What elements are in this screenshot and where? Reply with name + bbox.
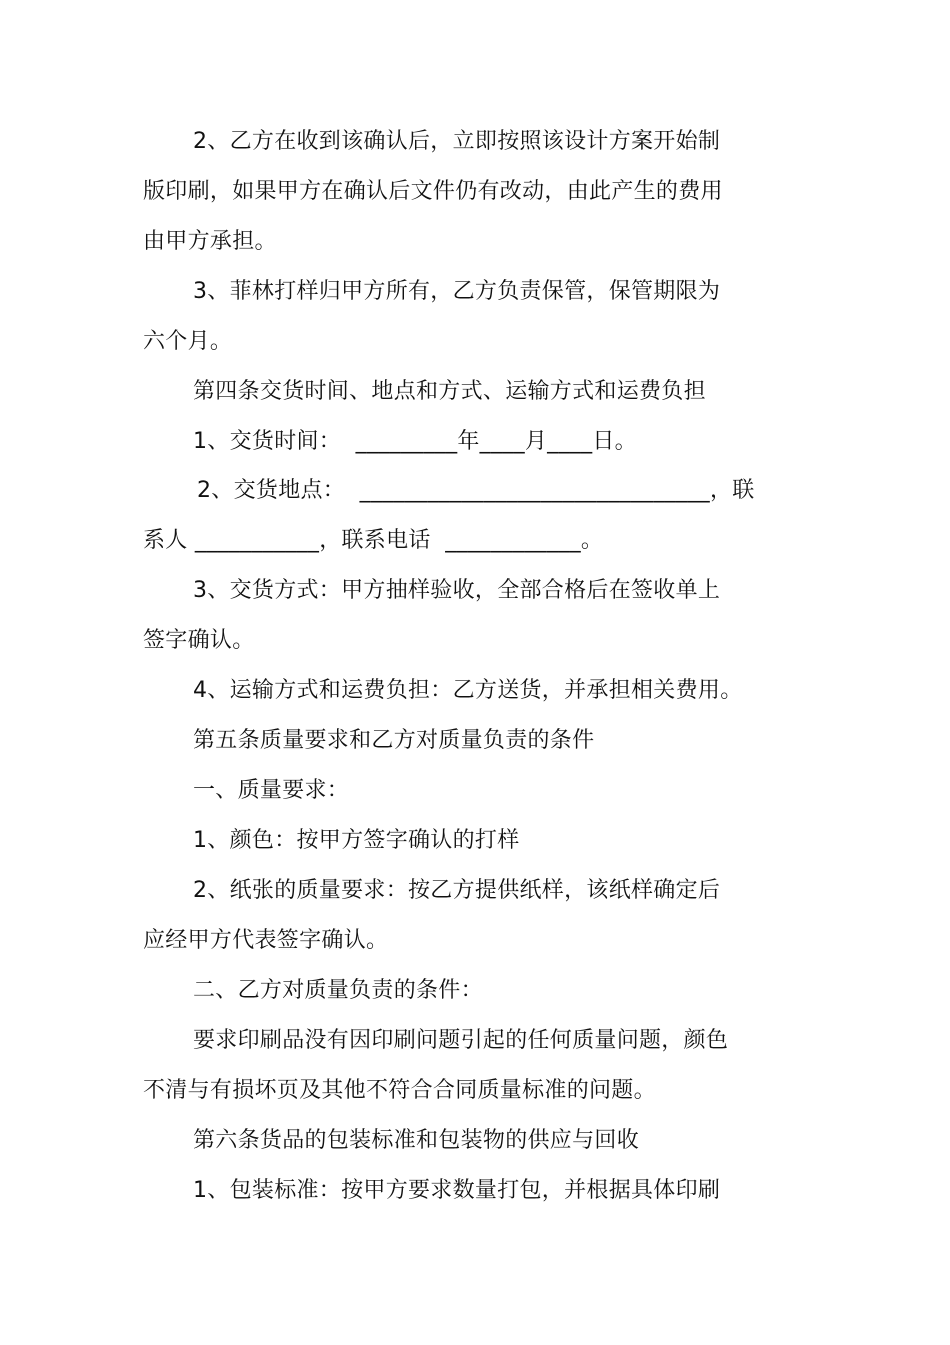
- paragraph-line: 3、菲林打样归甲方所有，乙方负责保管，保管期限为: [193, 279, 721, 304]
- paragraph-line: 1、交货时间： _________年____月____日。: [193, 429, 637, 454]
- subsection-heading: 一、质量要求：: [193, 778, 350, 803]
- paragraph-line: 3、交货方式：甲方抽样验收，全部合格后在签收单上: [193, 578, 721, 603]
- paragraph-line: 2、交货地点： _______________________________，联: [197, 478, 755, 503]
- paragraph-line: 应经甲方代表签字确认。: [143, 928, 389, 953]
- paragraph-line: 由甲方承担。: [143, 229, 277, 254]
- subsection-heading: 二、乙方对质量负责的条件：: [193, 978, 483, 1003]
- section-heading: 第六条货品的包装标准和包装物的供应与回收: [193, 1128, 640, 1153]
- paragraph-line: 2、纸张的质量要求：按乙方提供纸样，该纸样确定后: [193, 878, 721, 903]
- paragraph-line: 1、包装标准：按甲方要求数量打包，并根据具体印刷: [193, 1178, 721, 1203]
- paragraph-line: 不清与有损坏页及其他不符合合同质量标准的问题。: [143, 1078, 656, 1103]
- paragraph-line: 版印刷，如果甲方在确认后文件仍有改动，由此产生的费用: [143, 179, 723, 204]
- section-heading: 第五条质量要求和乙方对质量负责的条件: [193, 728, 595, 753]
- paragraph-line: 要求印刷品没有因印刷问题引起的任何质量问题，颜色: [193, 1028, 729, 1053]
- paragraph-line: 4、运输方式和运费负担：乙方送货，并承担相关费用。: [193, 678, 743, 703]
- paragraph-line: 1、颜色：按甲方签字确认的打样: [193, 828, 520, 853]
- paragraph-line: 2、乙方在收到该确认后，立即按照该设计方案开始制: [193, 129, 721, 154]
- section-heading: 第四条交货时间、地点和方式、运输方式和运费负担: [193, 379, 706, 404]
- paragraph-line: 六个月。: [143, 329, 233, 354]
- paragraph-line: 系人 ___________，联系电话 ____________。: [143, 528, 604, 553]
- paragraph-line: 签字确认。: [143, 628, 255, 653]
